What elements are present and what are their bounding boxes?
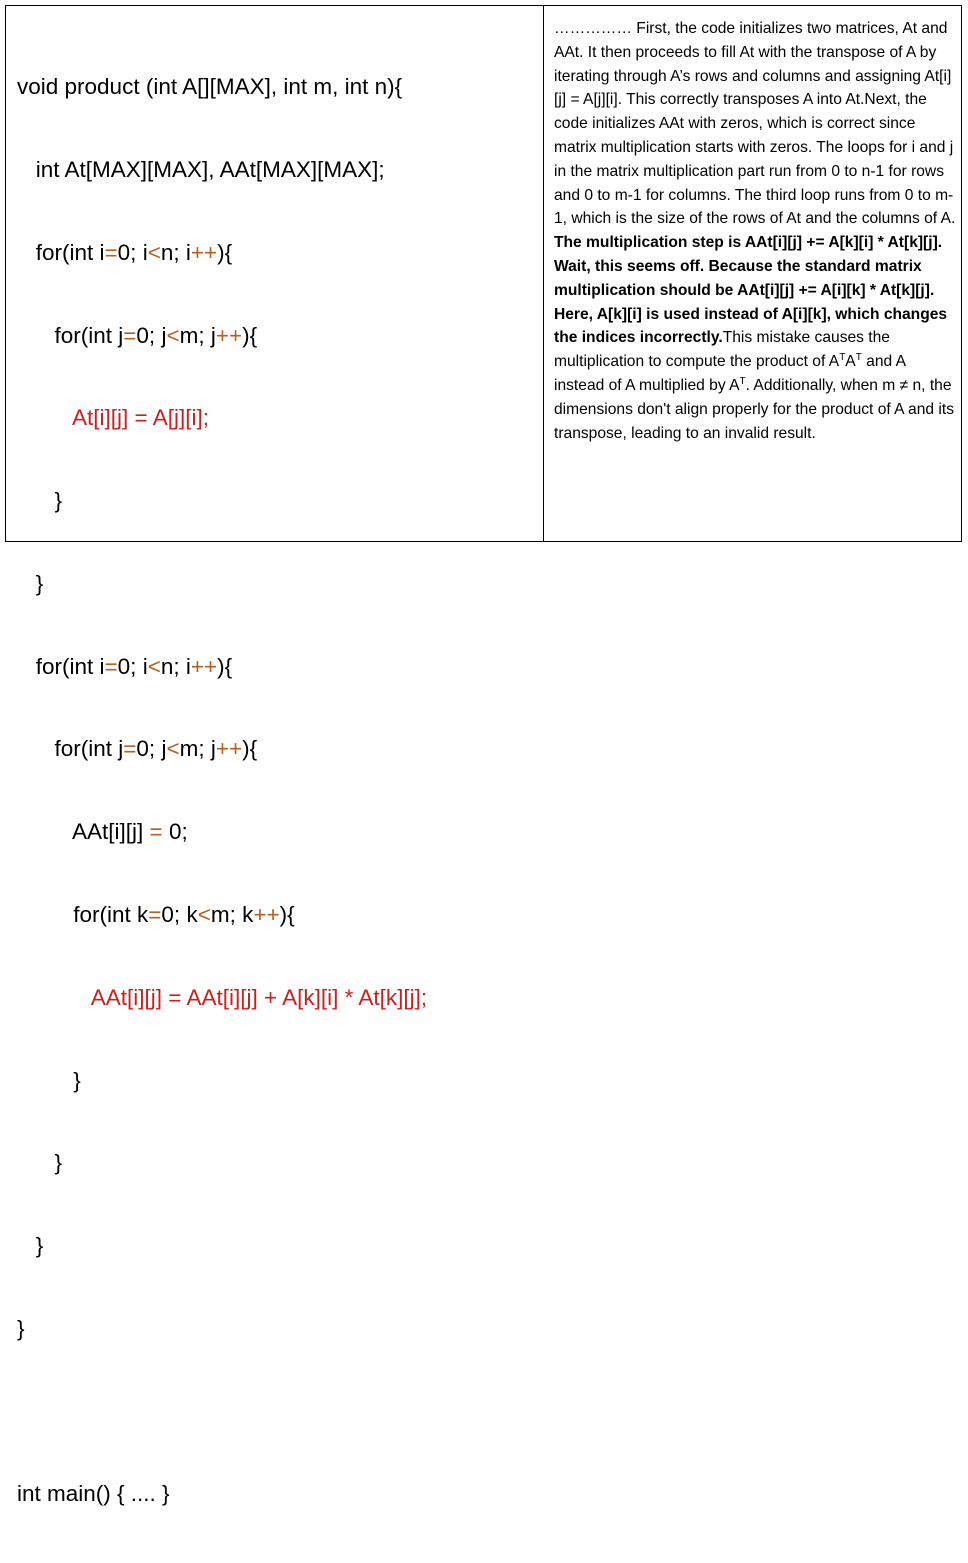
figure-frame (5, 5, 962, 1507)
explanation-text: . Additionally, when m ≠ n, the dimensions don't align properly for the product of A and its transpose, leading to an invalid result. (554, 376, 954, 442)
code-close-brace: } (17, 1067, 81, 1093)
superscript-t: T (839, 351, 846, 363)
column-divider (543, 6, 544, 541)
code-close-brace: } (17, 1233, 44, 1259)
explanation-text: A (845, 353, 856, 371)
code-signature: void product (int A[][MAX], int m, int n){ (17, 74, 403, 100)
code-assign-transpose: At[i][j] = A[j][i]; (72, 405, 209, 431)
code-loop2-inner-head: for(int j=0; j<m; j++){ (17, 736, 258, 762)
explanation-text: This mistake causes the multiplication to compute the product of A (554, 329, 890, 371)
code-loop1-head: for(int i=0; i<n; i++){ (17, 239, 233, 265)
code-panel (17, 18, 537, 1563)
code-accumulate: AAt[i][j] = AAt[i][j] + A[k][i] * At[k][j]; (90, 984, 428, 1010)
code-close-brace: } (17, 1150, 63, 1176)
code-decl: int At[MAX][MAX], AAt[MAX][MAX]; (17, 156, 385, 182)
explanation-text: …………… First, the code initializes two matrices, At and AAt. It then proceeds to fill At with the transpose of A by iterating through A’s rows and columns and assigning At[i][j] = A[j][i]. This correctly transposes A into At.Next, the code initializes AAt with zeros, which is correct since matrix multiplication starts with zeros. The loops for i and j in the matrix multiplication part run from 0 to n-1 for rows and 0 to m-1 for columns. The third loop runs from 0 to m-1, which is the size of the rows of At and the columns of A. (554, 20, 956, 228)
superscript-t: T (739, 375, 746, 387)
code-close-brace: } (17, 488, 63, 514)
code-loop1-inner-head: for(int j=0; j<m; j++){ (17, 322, 258, 348)
explanation-text: and A instead of A multiplied by A (554, 353, 906, 394)
superscript-t: T (855, 351, 862, 363)
code-loop2-head: for(int i=0; i<n; i++){ (17, 653, 233, 679)
explanation-panel (554, 17, 956, 445)
explanation-bold: The multiplication step is AAt[i][j] += A[k][i] * At[k][j]. Wait, this seems off. Because the standard matrix multiplication should be AAt[i][j] += A[i][k] * At[k][j]. Here, A[k][i] is used instead of A[i][k], which changes the indices incorrectly. (554, 234, 948, 347)
code-main: int main() { .... } (17, 1481, 170, 1507)
code-loop3-head: for(int k=0; k<m; k++){ (17, 902, 295, 927)
code-close-brace: } (17, 1315, 25, 1341)
code-init-zero: AAt[i][j] = 0; (17, 819, 188, 845)
code-close-brace: } (17, 570, 44, 596)
